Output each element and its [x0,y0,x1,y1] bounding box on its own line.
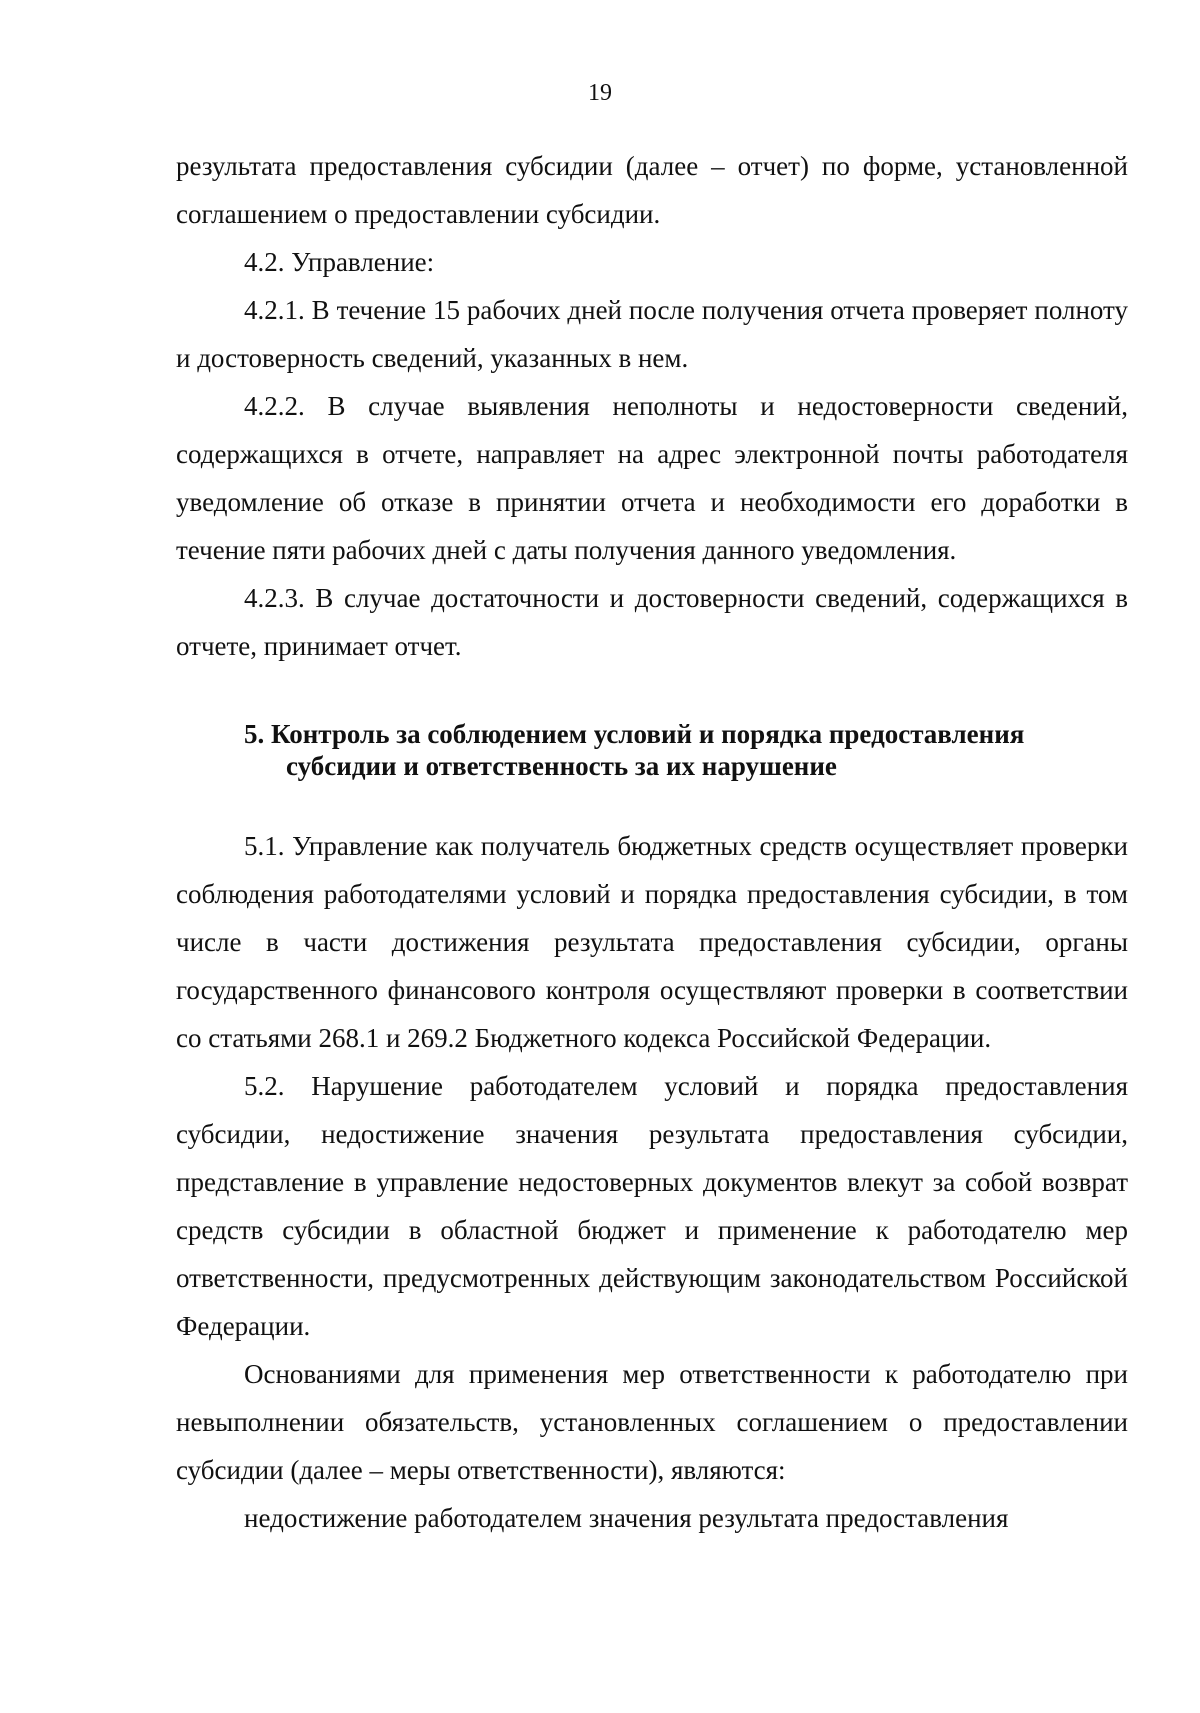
page-number: 19 [588,80,612,106]
paragraph-4-2-2: 4.2.2. В случае выявления неполноты и недостоверности сведений, содержащихся в отчете, направляет на адрес электронной почты работодателя уведомление об отказе в принятии отчета и необходимости его доработки в течение пяти рабочих дней с даты получения данного уведомления. [176,391,1128,565]
paragraph-4-2: 4.2. Управление: [244,247,435,277]
paragraph-grounds: Основаниями для применения мер ответственности к работодателю при невыполнении обязательств, установленных соглашением о предоставлении субсидии (далее – меры ответственности), являются: [176,1359,1128,1485]
section-5-heading-line2: субсидии и ответственность за их нарушение [286,751,837,781]
paragraph-report-continuation: результата предоставления субсидии (далее – отчет) по форме, установленной соглашением о предоставлении субсидии. [176,151,1128,229]
paragraph-5-2: 5.2. Нарушение работодателем условий и порядка предоставления субсидии, недостижение значения результата предоставления субсидии, представление в управление недостоверных документов влекут за собой возврат средств субсидии в областной бюджет и применение к работодателю мер ответственности, предусмотренных действующим законодательством Российской Федерации. [176,1071,1128,1341]
paragraph-non-achievement: недостижение работодателем значения результата предоставления [244,1503,1009,1533]
paragraph-4-2-3: 4.2.3. В случае достаточности и достоверности сведений, содержащихся в отчете, принимает отчет. [176,583,1128,661]
paragraph-4-2-1: 4.2.1. В течение 15 рабочих дней после получения отчета проверяет полноту и достоверность сведений, указанных в нем. [176,295,1128,373]
paragraph-5-1: 5.1. Управление как получатель бюджетных средств осуществляет проверки соблюдения работодателями условий и порядка предоставления субсидии, в том числе в части достижения результата предоставления субсидии, органы государственного финансового контроля осуществляют проверки в соответствии со статьями 268.1 и 269.2 Бюджетного кодекса Российской Федерации. [176,831,1128,1053]
section-5-heading-line1: 5. Контроль за соблюдением условий и порядка предоставления [244,719,1025,749]
section-5-heading [244,718,1128,782]
bottom-text-block [176,822,1128,1542]
top-text-block [176,142,1128,670]
